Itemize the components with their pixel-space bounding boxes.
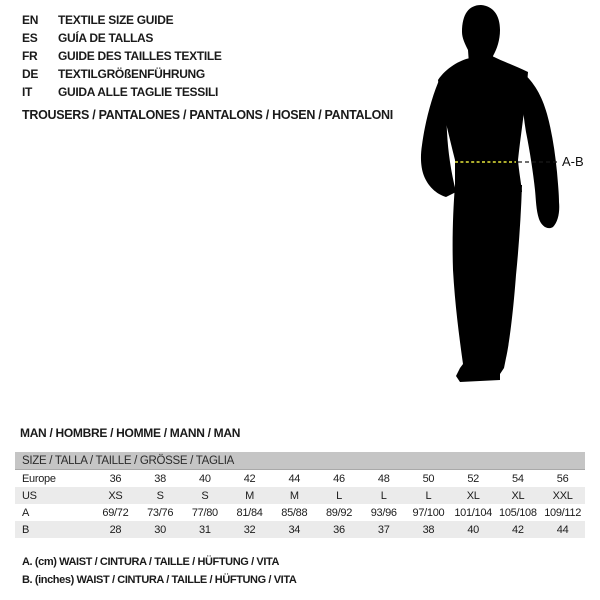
cell: 46 xyxy=(333,472,345,485)
cell: 40 xyxy=(199,472,211,485)
language-row xyxy=(22,83,222,101)
language-row xyxy=(22,29,222,47)
cell: 105/108 xyxy=(499,506,537,519)
table-row xyxy=(15,521,585,538)
cell: 52 xyxy=(467,472,479,485)
man-silhouette-svg xyxy=(410,0,600,400)
cell: 32 xyxy=(227,521,272,538)
size-table-header-row xyxy=(15,452,585,470)
language-code: DE xyxy=(22,67,39,81)
cell: 38 xyxy=(406,521,451,538)
cell: 101/104 xyxy=(454,506,492,519)
cell: XL xyxy=(451,487,496,504)
cell: L xyxy=(406,487,451,504)
section-title: MAN / HOMBRE / HOMME / MANN / MAN xyxy=(20,426,241,440)
language-row xyxy=(22,65,222,83)
cell: 109/112 xyxy=(544,506,582,519)
language-code: FR xyxy=(22,49,38,63)
language-label: GUIDA ALLE TAGLIE TESSILI xyxy=(58,85,219,99)
row-label: B xyxy=(15,521,93,538)
cell: 50 xyxy=(422,472,435,485)
row-label: A xyxy=(22,506,30,519)
cell: S xyxy=(138,487,183,504)
table-row xyxy=(15,504,585,521)
cell: 73/76 xyxy=(147,506,174,519)
size-table xyxy=(15,452,585,538)
cell: 38 xyxy=(154,472,166,485)
cell: 44 xyxy=(540,521,585,538)
man-silhouette xyxy=(421,5,559,382)
cell: XS xyxy=(93,487,138,504)
cell: L xyxy=(361,487,406,504)
size-table-header: SIZE / TALLA / TAILLE / GRÖSSE / TAGLIA xyxy=(15,452,585,470)
table-row xyxy=(15,487,585,504)
cell: 42 xyxy=(496,521,541,538)
cell: 54 xyxy=(512,472,524,485)
language-label: TEXTILE SIZE GUIDE xyxy=(58,13,174,27)
footnote-b: B. (inches) WAIST / CINTURA / TAILLE / HÜFTUNG / VITA xyxy=(22,574,297,586)
cell: 89/92 xyxy=(325,506,353,519)
cell: 36 xyxy=(109,472,122,485)
cell: 34 xyxy=(272,521,317,538)
cell: 97/100 xyxy=(412,506,445,519)
cell: M xyxy=(272,487,317,504)
footnotes xyxy=(22,553,296,589)
cell: 30 xyxy=(138,521,183,538)
cell: 42 xyxy=(243,472,256,485)
measure-label: A-B xyxy=(562,154,584,169)
language-code: EN xyxy=(22,13,39,27)
language-row xyxy=(22,47,222,65)
cell: 37 xyxy=(361,521,406,538)
cell: 44 xyxy=(288,472,301,485)
cell: 81/84 xyxy=(236,506,263,519)
cell: 36 xyxy=(317,521,362,538)
cell: 48 xyxy=(377,472,390,485)
cell: 93/96 xyxy=(370,506,397,519)
language-label: GUÍA DE TALLAS xyxy=(58,31,154,45)
cell: 77/80 xyxy=(191,506,218,519)
cell: XXL xyxy=(540,487,585,504)
language-row xyxy=(22,11,222,29)
language-label: TEXTILGRÖßENFÜHRUNG xyxy=(58,67,205,81)
footnote-a: A. (cm) WAIST / CINTURA / TAILLE / HÜFTUNG / VITA xyxy=(22,556,280,568)
man-silhouette-figure xyxy=(410,0,600,400)
cell: 28 xyxy=(93,521,138,538)
language-list xyxy=(22,11,222,101)
language-code: IT xyxy=(22,85,33,99)
category-title: TROUSERS / PANTALONES / PANTALONS / HOSEN / PANTALONI xyxy=(22,108,393,122)
cell: L xyxy=(317,487,362,504)
language-code: ES xyxy=(22,31,38,45)
cell: 56 xyxy=(556,472,569,485)
cell: S xyxy=(182,487,227,504)
language-label: GUIDE DES TAILLES TEXTILE xyxy=(58,49,222,63)
cell: XL xyxy=(496,487,541,504)
cell: 85/88 xyxy=(281,506,308,519)
row-label: US xyxy=(15,487,93,504)
cell: M xyxy=(227,487,272,504)
cell: 69/72 xyxy=(102,506,129,519)
table-row xyxy=(15,470,585,488)
cell: 40 xyxy=(451,521,496,538)
cell: 31 xyxy=(182,521,227,538)
row-label: Europe xyxy=(22,472,56,485)
